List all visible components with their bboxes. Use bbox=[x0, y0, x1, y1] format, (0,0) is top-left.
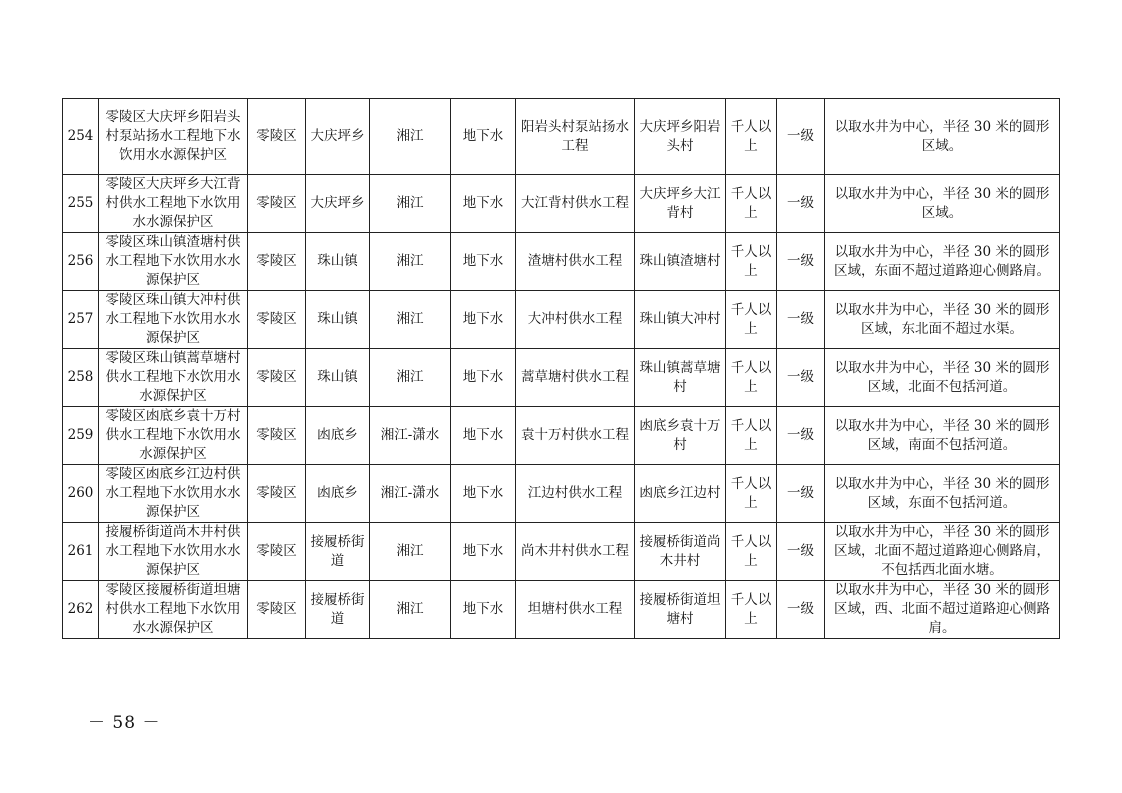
cell-district: 零陵区 bbox=[248, 465, 306, 523]
cell-scale: 千人以上 bbox=[726, 523, 777, 581]
cell-source-name: 零陵区珠山镇大冲村供水工程地下水饮用水水源保护区 bbox=[99, 291, 248, 349]
table-row bbox=[63, 99, 1060, 175]
table-row bbox=[63, 291, 1060, 349]
cell-river-basin: 湘江 bbox=[370, 523, 451, 581]
cell-location: 大庆坪乡阳岩头村 bbox=[635, 99, 726, 175]
cell-township: 珠山镇 bbox=[306, 291, 370, 349]
cell-water-type: 地下水 bbox=[451, 99, 516, 175]
cell-level: 一级 bbox=[777, 233, 825, 291]
cell-township: 接履桥街道 bbox=[306, 523, 370, 581]
table-row bbox=[63, 233, 1060, 291]
page-number: － 58 － bbox=[88, 713, 161, 733]
cell-district: 零陵区 bbox=[248, 349, 306, 407]
cell-level: 一级 bbox=[777, 581, 825, 639]
cell-river-basin: 湘江 bbox=[370, 175, 451, 233]
cell-number: 256 bbox=[63, 233, 99, 291]
cell-location: 珠山镇大冲村 bbox=[635, 291, 726, 349]
cell-location: 珠山镇渣塘村 bbox=[635, 233, 726, 291]
cell-water-type: 地下水 bbox=[451, 175, 516, 233]
cell-township: 接履桥街道 bbox=[306, 581, 370, 639]
cell-level: 一级 bbox=[777, 523, 825, 581]
cell-protection-scope: 以取水井为中心，半径 30 米的圆形区域，北面不超过道路迎心侧路肩，不包括西北面水塘。 bbox=[825, 523, 1060, 581]
cell-river-basin: 湘江-潇水 bbox=[370, 465, 451, 523]
table-row bbox=[63, 407, 1060, 465]
cell-scale: 千人以上 bbox=[726, 291, 777, 349]
cell-number: 259 bbox=[63, 407, 99, 465]
cell-protection-scope: 以取水井为中心，半径 30 米的圆形区域，北面不包括河道。 bbox=[825, 349, 1060, 407]
cell-number: 260 bbox=[63, 465, 99, 523]
cell-water-type: 地下水 bbox=[451, 407, 516, 465]
cell-number: 255 bbox=[63, 175, 99, 233]
cell-scale: 千人以上 bbox=[726, 407, 777, 465]
cell-location: 接履桥街道尚木井村 bbox=[635, 523, 726, 581]
table-row bbox=[63, 523, 1060, 581]
cell-source-name: 零陵区珠山镇渣塘村供水工程地下水饮用水水源保护区 bbox=[99, 233, 248, 291]
cell-township: 珠山镇 bbox=[306, 349, 370, 407]
cell-district: 零陵区 bbox=[248, 175, 306, 233]
cell-source-name: 零陵区接履桥街道坦塘村供水工程地下水饮用水水源保护区 bbox=[99, 581, 248, 639]
table-row bbox=[63, 581, 1060, 639]
cell-source-name: 接履桥街道尚木井村供水工程地下水饮用水水源保护区 bbox=[99, 523, 248, 581]
table-row bbox=[63, 175, 1060, 233]
cell-protection-scope: 以取水井为中心，半径 30 米的圆形区域，东北面不超过水渠。 bbox=[825, 291, 1060, 349]
cell-township: 大庆坪乡 bbox=[306, 175, 370, 233]
cell-protection-scope: 以取水井为中心，半径 30 米的圆形区域，南面不包括河道。 bbox=[825, 407, 1060, 465]
cell-protection-scope: 以取水井为中心，半径 30 米的圆形区域。 bbox=[825, 175, 1060, 233]
cell-scale: 千人以上 bbox=[726, 581, 777, 639]
cell-number: 254 bbox=[63, 99, 99, 175]
cell-number: 261 bbox=[63, 523, 99, 581]
cell-location: 接履桥街道坦塘村 bbox=[635, 581, 726, 639]
cell-location: 凼底乡袁十万村 bbox=[635, 407, 726, 465]
table-row bbox=[63, 349, 1060, 407]
cell-location: 大庆坪乡大江背村 bbox=[635, 175, 726, 233]
cell-township: 珠山镇 bbox=[306, 233, 370, 291]
cell-protection-scope: 以取水井为中心，半径 30 米的圆形区域，西、北面不超过道路迎心侧路肩。 bbox=[825, 581, 1060, 639]
cell-river-basin: 湘江 bbox=[370, 291, 451, 349]
cell-project: 大江背村供水工程 bbox=[516, 175, 635, 233]
cell-water-type: 地下水 bbox=[451, 349, 516, 407]
cell-protection-scope: 以取水井为中心，半径 30 米的圆形区域，东面不包括河道。 bbox=[825, 465, 1060, 523]
water-source-protection-table bbox=[62, 98, 1060, 639]
cell-project: 江边村供水工程 bbox=[516, 465, 635, 523]
cell-number: 258 bbox=[63, 349, 99, 407]
table-body bbox=[63, 99, 1060, 639]
cell-district: 零陵区 bbox=[248, 407, 306, 465]
cell-source-name: 零陵区大庆坪乡大江背村供水工程地下水饮用水水源保护区 bbox=[99, 175, 248, 233]
cell-level: 一级 bbox=[777, 465, 825, 523]
cell-level: 一级 bbox=[777, 291, 825, 349]
cell-township: 凼底乡 bbox=[306, 465, 370, 523]
cell-project: 蒿草塘村供水工程 bbox=[516, 349, 635, 407]
cell-water-type: 地下水 bbox=[451, 523, 516, 581]
cell-project: 渣塘村供水工程 bbox=[516, 233, 635, 291]
cell-level: 一级 bbox=[777, 175, 825, 233]
cell-river-basin: 湘江 bbox=[370, 99, 451, 175]
cell-district: 零陵区 bbox=[248, 581, 306, 639]
cell-river-basin: 湘江-潇水 bbox=[370, 407, 451, 465]
cell-scale: 千人以上 bbox=[726, 349, 777, 407]
cell-location: 珠山镇蒿草塘村 bbox=[635, 349, 726, 407]
cell-water-type: 地下水 bbox=[451, 465, 516, 523]
table-row bbox=[63, 465, 1060, 523]
cell-scale: 千人以上 bbox=[726, 99, 777, 175]
cell-water-type: 地下水 bbox=[451, 291, 516, 349]
cell-scale: 千人以上 bbox=[726, 465, 777, 523]
cell-district: 零陵区 bbox=[248, 233, 306, 291]
cell-level: 一级 bbox=[777, 349, 825, 407]
cell-source-name: 零陵区凼底乡袁十万村供水工程地下水饮用水水源保护区 bbox=[99, 407, 248, 465]
cell-district: 零陵区 bbox=[248, 99, 306, 175]
cell-water-type: 地下水 bbox=[451, 581, 516, 639]
cell-level: 一级 bbox=[777, 407, 825, 465]
cell-project: 袁十万村供水工程 bbox=[516, 407, 635, 465]
cell-number: 257 bbox=[63, 291, 99, 349]
cell-number: 262 bbox=[63, 581, 99, 639]
cell-project: 尚木井村供水工程 bbox=[516, 523, 635, 581]
cell-district: 零陵区 bbox=[248, 523, 306, 581]
cell-river-basin: 湘江 bbox=[370, 233, 451, 291]
cell-source-name: 零陵区珠山镇蒿草塘村供水工程地下水饮用水水源保护区 bbox=[99, 349, 248, 407]
cell-scale: 千人以上 bbox=[726, 175, 777, 233]
cell-source-name: 零陵区大庆坪乡阳岩头村泵站扬水工程地下水饮用水水源保护区 bbox=[99, 99, 248, 175]
cell-scale: 千人以上 bbox=[726, 233, 777, 291]
cell-township: 凼底乡 bbox=[306, 407, 370, 465]
cell-water-type: 地下水 bbox=[451, 233, 516, 291]
cell-location: 凼底乡江边村 bbox=[635, 465, 726, 523]
cell-river-basin: 湘江 bbox=[370, 349, 451, 407]
cell-district: 零陵区 bbox=[248, 291, 306, 349]
cell-project: 坦塘村供水工程 bbox=[516, 581, 635, 639]
cell-level: 一级 bbox=[777, 99, 825, 175]
cell-protection-scope: 以取水井为中心，半径 30 米的圆形区域，东面不超过道路迎心侧路肩。 bbox=[825, 233, 1060, 291]
cell-township: 大庆坪乡 bbox=[306, 99, 370, 175]
cell-project: 大冲村供水工程 bbox=[516, 291, 635, 349]
cell-river-basin: 湘江 bbox=[370, 581, 451, 639]
cell-project: 阳岩头村泵站扬水工程 bbox=[516, 99, 635, 175]
cell-protection-scope: 以取水井为中心，半径 30 米的圆形区域。 bbox=[825, 99, 1060, 175]
cell-source-name: 零陵区凼底乡江边村供水工程地下水饮用水水源保护区 bbox=[99, 465, 248, 523]
